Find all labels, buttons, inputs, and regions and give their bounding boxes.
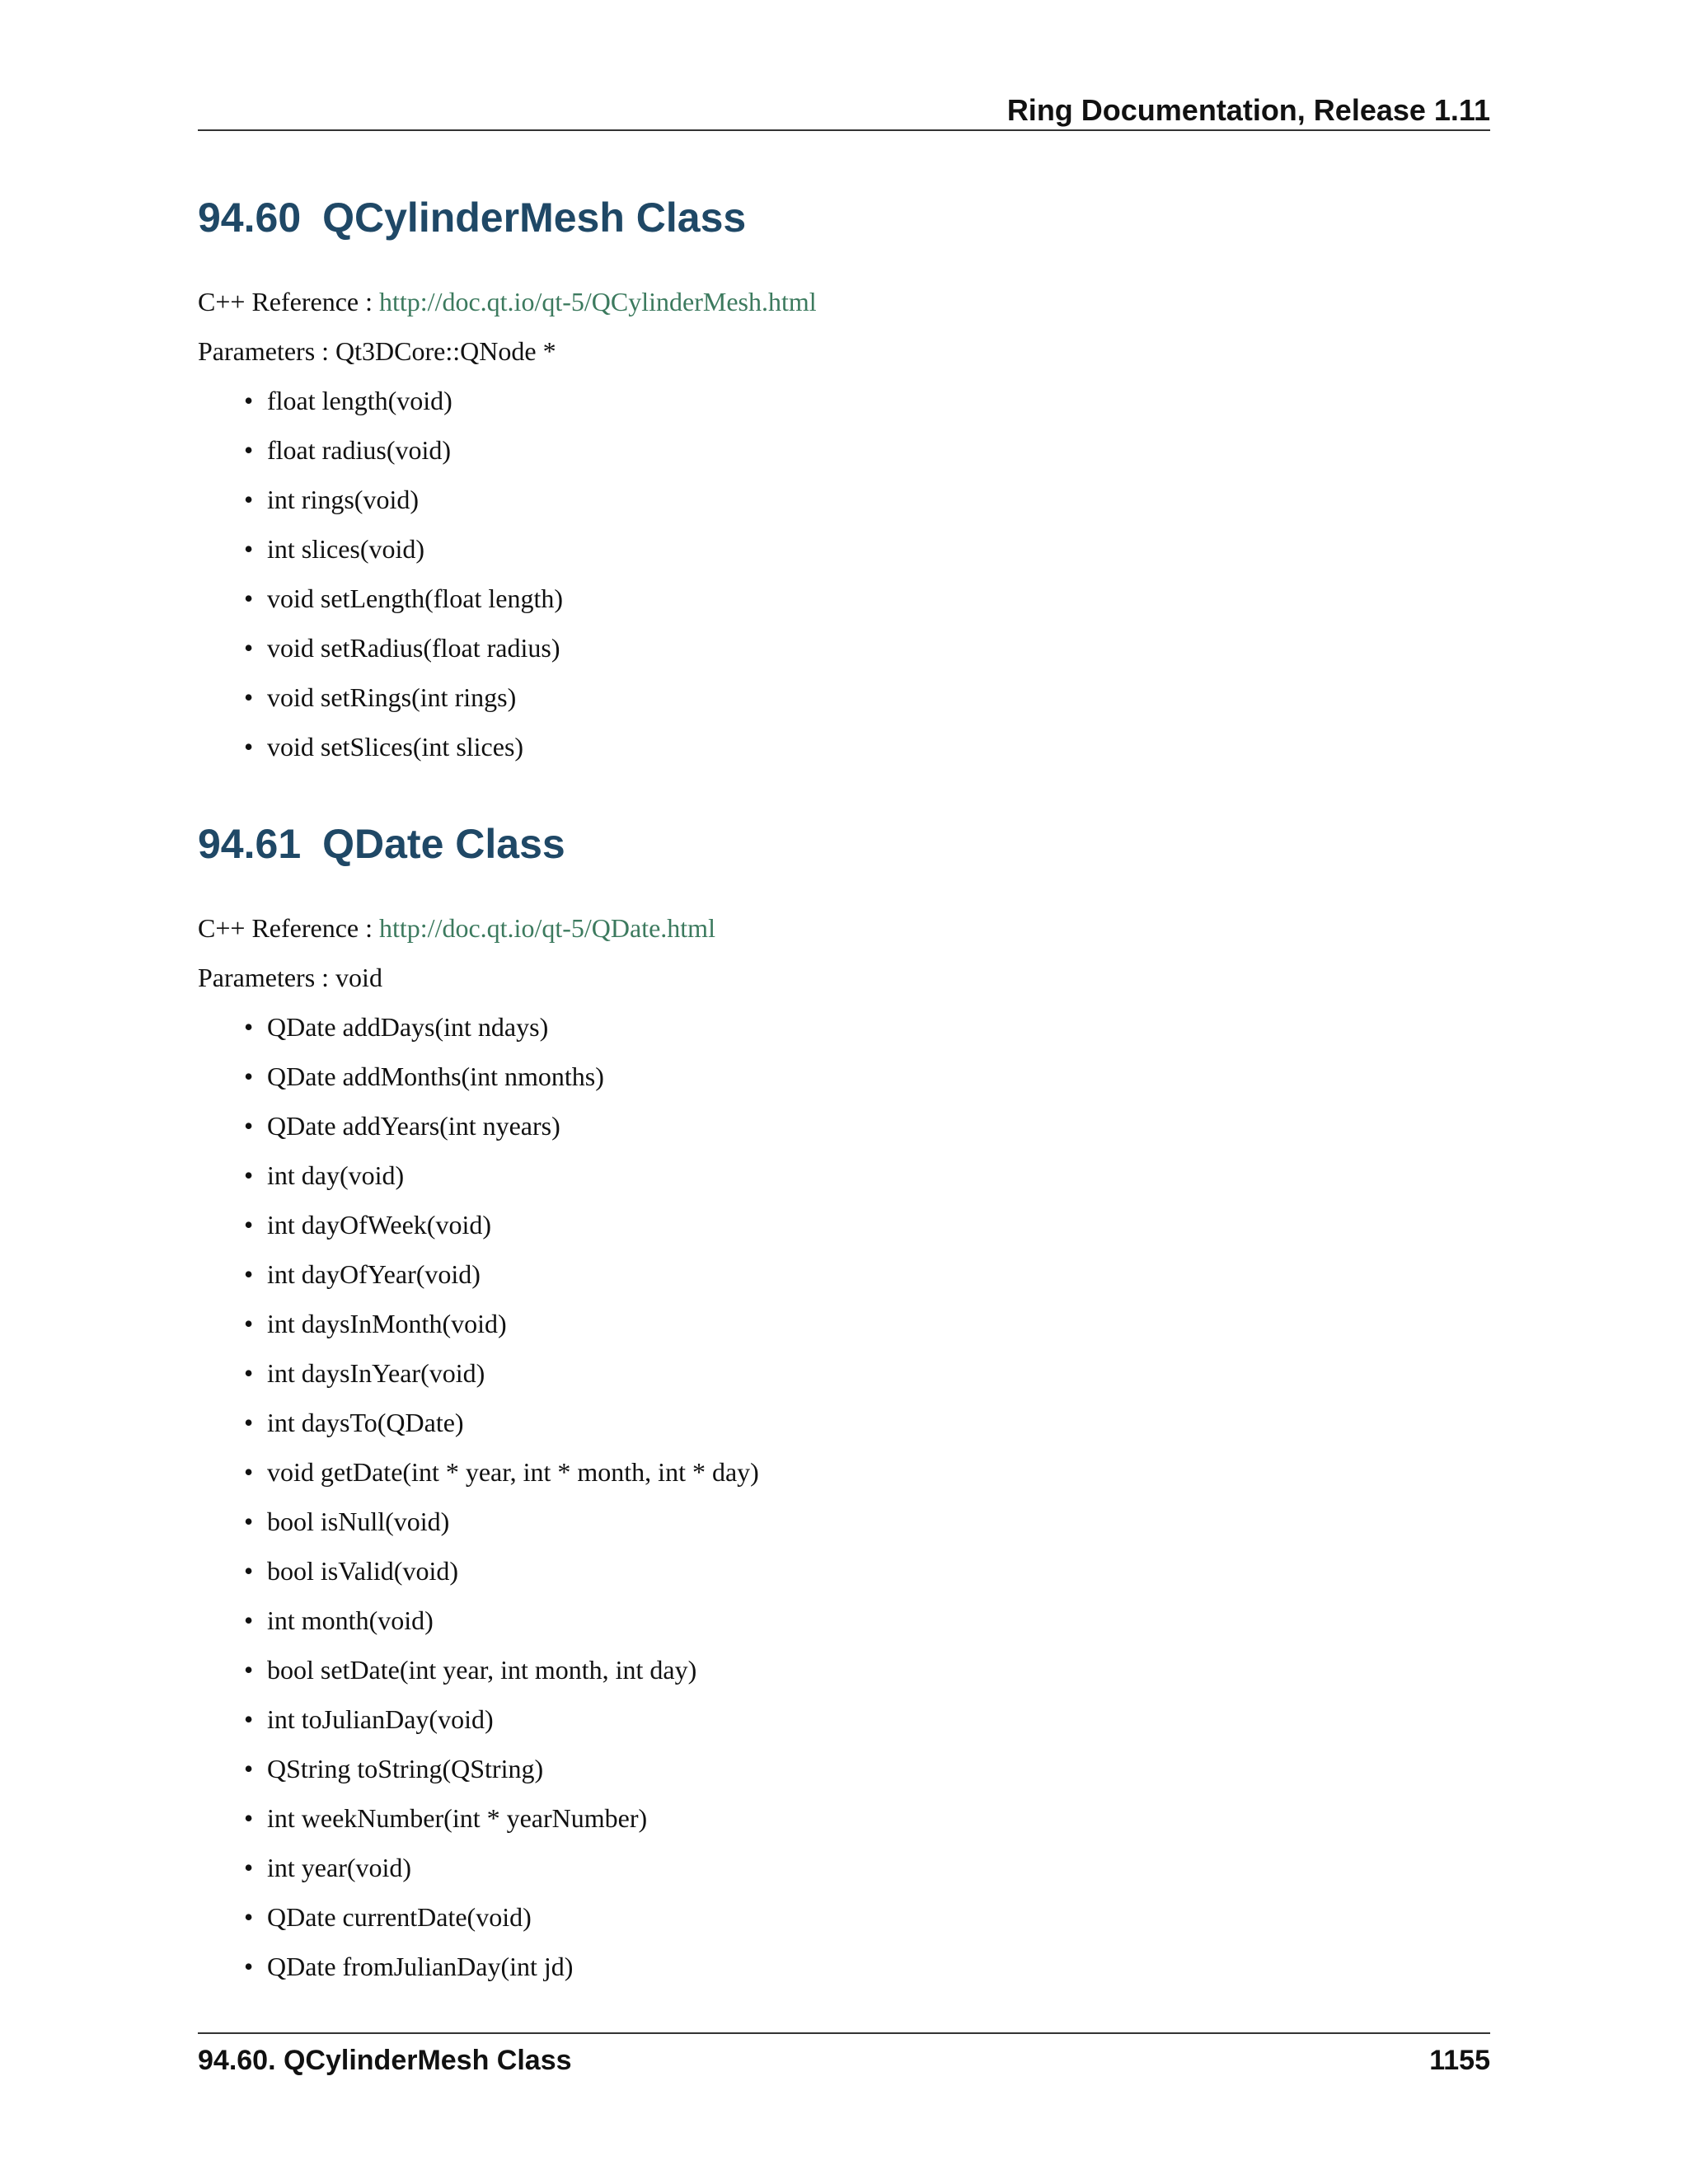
list-item [198,1744,1490,1793]
bullet-icon: • [244,732,254,762]
page-number: 1155 [1429,2045,1490,2076]
method-signature: QDate addYears(int nyears) [267,1111,560,1141]
list-item [198,1596,1490,1645]
parameters-label: Parameters : [198,963,330,992]
reference-link[interactable]: http://doc.qt.io/qt-5/QCylinderMesh.html [379,287,817,316]
bullet-icon: • [244,1853,254,1882]
method-signature: float length(void) [267,386,452,415]
section-title: QDate Class [322,821,565,867]
list-item [198,673,1490,722]
list-item [198,1052,1490,1101]
bullet-icon: • [244,1556,254,1586]
bullet-icon: • [244,1210,254,1240]
parameters-value: void [335,963,382,992]
method-signature: int year(void) [267,1853,412,1882]
section-qcylindermesh [198,191,1490,771]
list-item [198,1546,1490,1596]
bullet-icon: • [244,1259,254,1289]
cpp-reference [198,277,1490,326]
bullet-icon: • [244,1309,254,1338]
method-signature: bool isValid(void) [267,1556,458,1586]
bullet-icon: • [244,1160,254,1190]
reference-label: C++ Reference : [198,913,373,943]
method-signature: bool setDate(int year, int month, int day) [267,1655,697,1685]
bullet-icon: • [244,1457,254,1487]
bullet-icon: • [244,1754,254,1783]
section-qdate [198,818,1490,1991]
list-item [198,524,1490,574]
running-footer [198,2042,1490,2079]
list-item [198,425,1490,475]
bullet-icon: • [244,1803,254,1833]
reference-link[interactable]: http://doc.qt.io/qt-5/QDate.html [379,913,715,943]
method-signature: int daysTo(QDate) [267,1408,464,1437]
bullet-icon: • [244,1507,254,1536]
bullet-icon: • [244,682,254,712]
method-signature: int dayOfYear(void) [267,1259,481,1289]
page-content [198,191,1490,1991]
bullet-icon: • [244,1012,254,1042]
bullet-icon: • [244,1111,254,1141]
running-header: Ring Documentation, Release 1.11 [1006,93,1490,127]
bullet-icon: • [244,1408,254,1437]
list-item [198,1645,1490,1694]
method-list [198,1002,1490,1991]
method-signature: void setSlices(int slices) [267,732,524,762]
method-signature: void getDate(int * year, int * month, int * day) [267,1457,759,1487]
bullet-icon: • [244,1605,254,1635]
list-item [198,1002,1490,1052]
parameters-value: Qt3DCore::QNode * [335,336,556,366]
bullet-icon: • [244,633,254,663]
section-heading [198,818,1490,870]
bullet-icon: • [244,1704,254,1734]
bullet-icon: • [244,583,254,613]
parameters [198,953,1490,1002]
list-item [198,475,1490,524]
cpp-reference [198,903,1490,953]
list-item [198,574,1490,623]
method-signature: int toJulianDay(void) [267,1704,494,1734]
list-item [198,1398,1490,1447]
method-signature: bool isNull(void) [267,1507,450,1536]
bullet-icon: • [244,435,254,465]
bullet-icon: • [244,386,254,415]
section-title: QCylinderMesh Class [322,194,747,241]
method-signature: int daysInYear(void) [267,1358,485,1388]
list-item [198,1497,1490,1546]
bullet-icon: • [244,1902,254,1932]
method-signature: QDate currentDate(void) [267,1902,532,1932]
method-signature: int rings(void) [267,485,419,514]
header-divider [198,129,1490,131]
bullet-icon: • [244,534,254,564]
section-heading [198,191,1490,244]
list-item [198,376,1490,425]
method-signature: int month(void) [267,1605,434,1635]
footer-section: 94.60. QCylinderMesh Class [198,2045,572,2076]
method-list [198,376,1490,771]
parameters-label: Parameters : [198,336,330,366]
method-signature: QString toString(QString) [267,1754,544,1783]
bullet-icon: • [244,1358,254,1388]
section-number: 94.61 [198,821,302,867]
section-number: 94.60 [198,194,302,241]
list-item [198,1793,1490,1843]
method-signature: int weekNumber(int * yearNumber) [267,1803,648,1833]
list-item [198,1348,1490,1398]
method-signature: QDate addDays(int ndays) [267,1012,549,1042]
reference-label: C++ Reference : [198,287,373,316]
method-signature: int daysInMonth(void) [267,1309,507,1338]
list-item [198,1151,1490,1200]
list-item [198,1299,1490,1348]
list-item [198,1249,1490,1299]
list-item [198,623,1490,673]
list-item [198,1101,1490,1151]
method-signature: float radius(void) [267,435,452,465]
footer-divider [198,2032,1490,2034]
document-page [198,0,1490,2184]
method-signature: QDate fromJulianDay(int jd) [267,1952,574,1981]
list-item [198,722,1490,771]
list-item [198,1843,1490,1892]
list-item [198,1892,1490,1942]
list-item [198,1694,1490,1744]
bullet-icon: • [244,1952,254,1981]
list-item [198,1447,1490,1497]
method-signature: int dayOfWeek(void) [267,1210,491,1240]
bullet-icon: • [244,1655,254,1685]
parameters [198,326,1490,376]
method-signature: QDate addMonths(int nmonths) [267,1062,604,1091]
method-signature: void setLength(float length) [267,583,564,613]
method-signature: int slices(void) [267,534,425,564]
bullet-icon: • [244,485,254,514]
method-signature: void setRings(int rings) [267,682,517,712]
list-item [198,1942,1490,1991]
bullet-icon: • [244,1062,254,1091]
list-item [198,1200,1490,1249]
method-signature: int day(void) [267,1160,405,1190]
method-signature: void setRadius(float radius) [267,633,560,663]
